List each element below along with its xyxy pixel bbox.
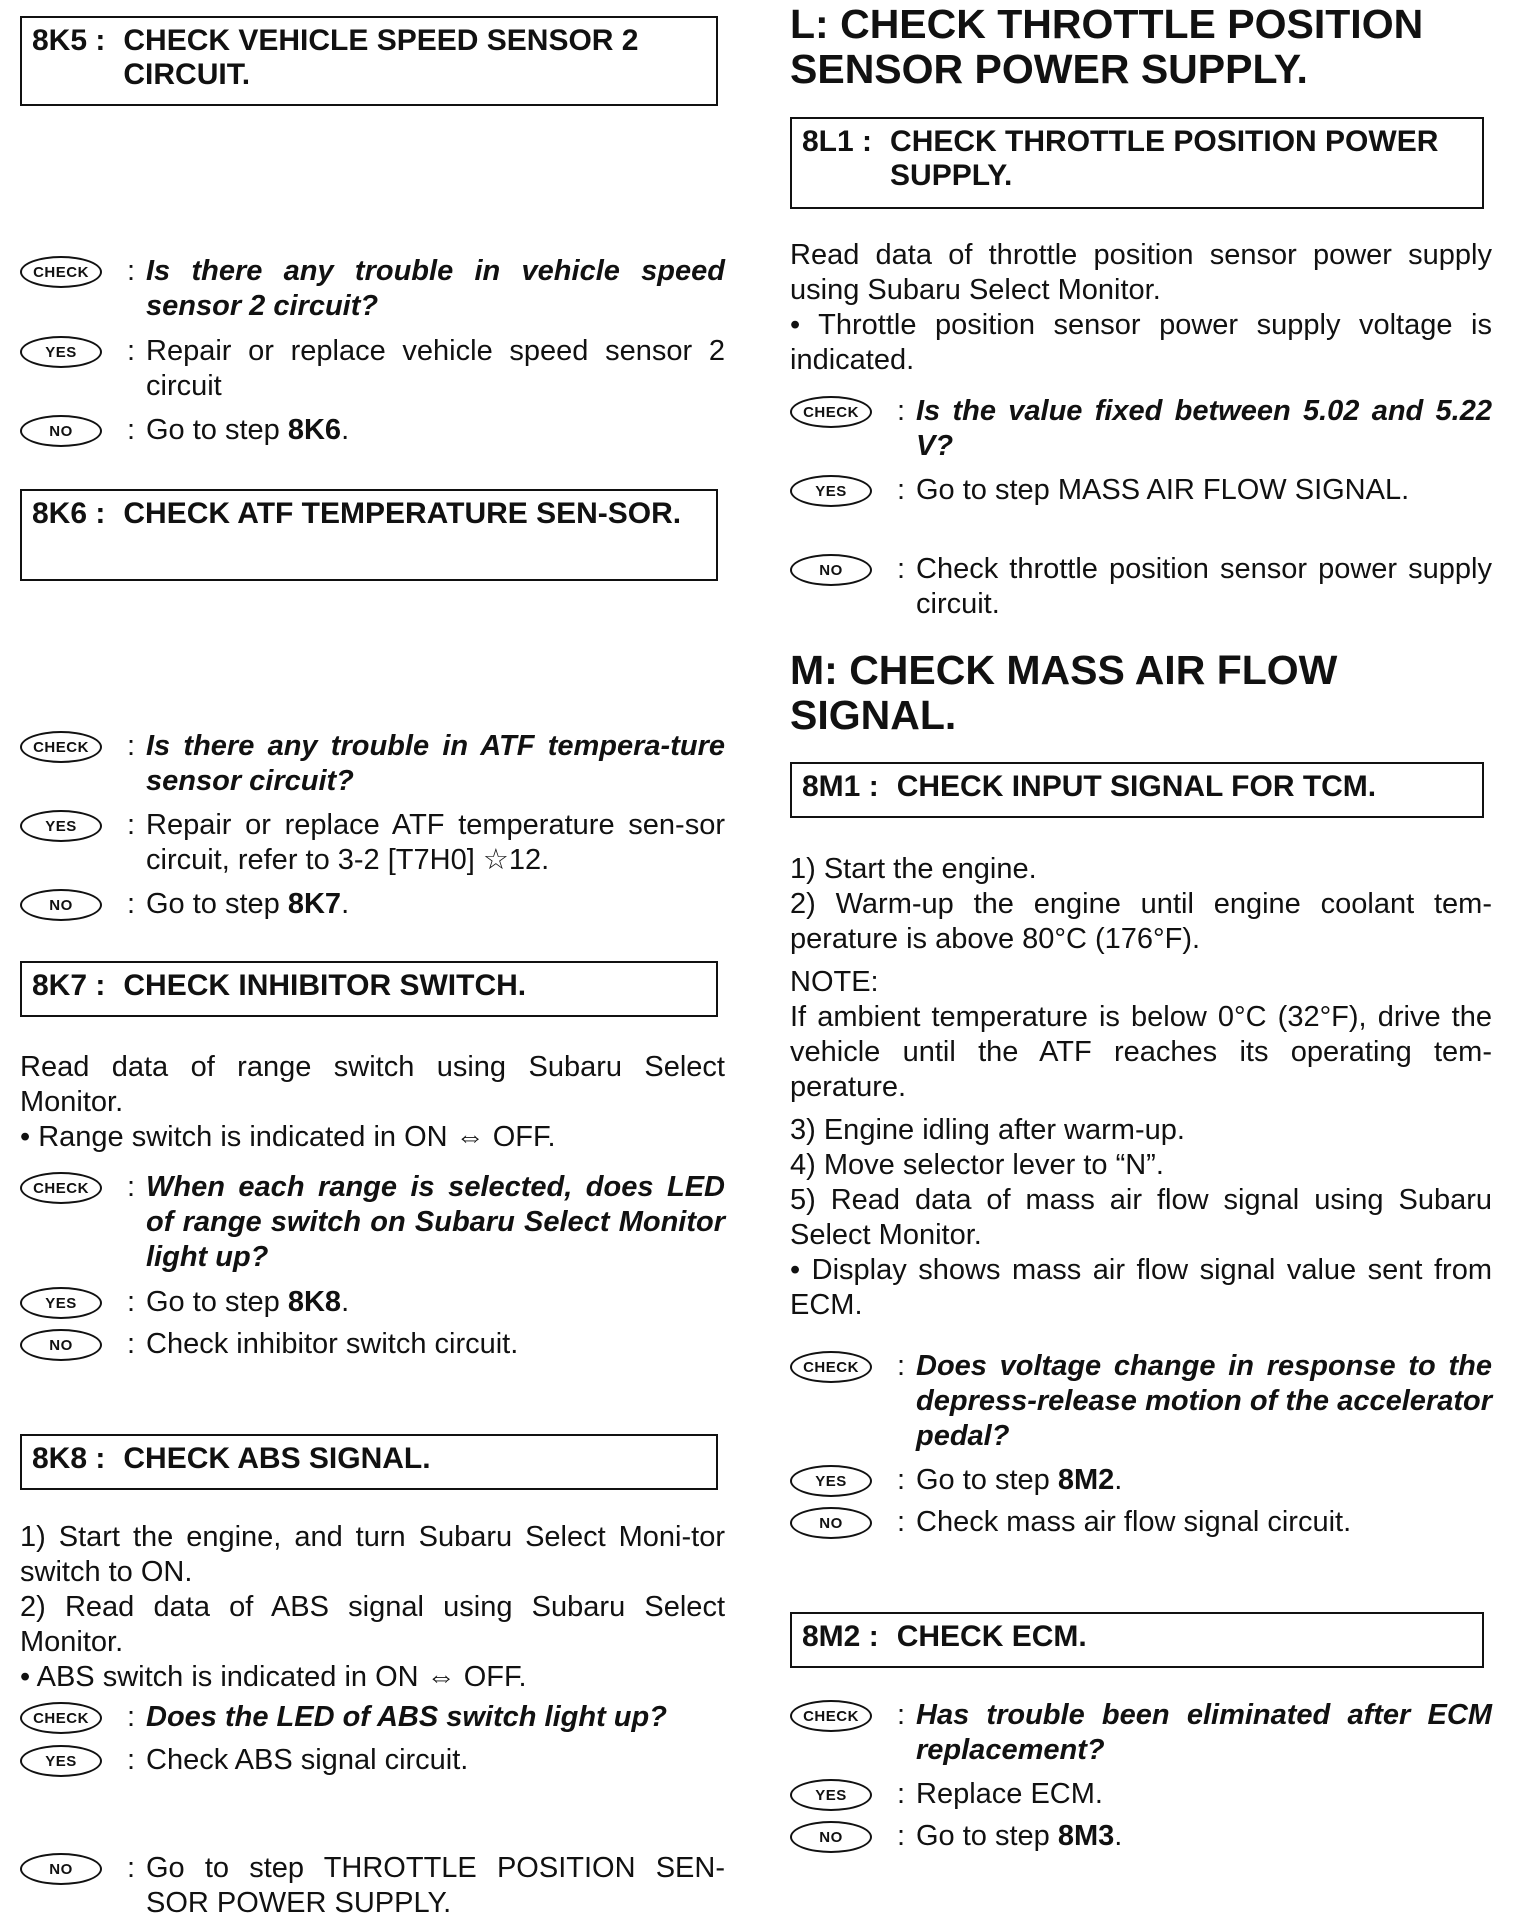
no-badge-icon: NO <box>790 554 872 586</box>
section-heading-m: M: CHECK MASS AIR FLOW SIGNAL. <box>790 647 1338 738</box>
yes-badge-icon: YES <box>20 810 102 842</box>
step-id: 8K8 : <box>32 1442 106 1475</box>
check-badge-icon: CHECK <box>790 1700 872 1732</box>
step-id: 8M2 : <box>802 1620 879 1653</box>
yes-row: YES : Replace ECM. <box>790 1777 1492 1812</box>
yes-badge-icon: YES <box>790 1779 872 1811</box>
step-8m1-box <box>790 762 1484 818</box>
yes-answer: Go to step 8K8. <box>146 1286 350 1318</box>
no-row: NO : Go to step 8K6. <box>20 413 725 448</box>
step-8k8-body: 1) Start the engine, and turn Subaru Select Moni-tor switch to ON. 2) Read data of ABS signal using Subaru Select Monitor. • ABS switch is indicated in ON ⇔ OFF. <box>20 1521 725 1693</box>
yes-answer: Go to step MASS AIR FLOW SIGNAL. <box>916 474 1410 506</box>
check-row: CHECK : Does the LED of ABS switch light up? <box>20 1700 725 1735</box>
yes-row: YES : Repair or replace ATF temperature sen-sor circuit, refer to 3-2 [T7H0] ☆12. <box>20 808 725 878</box>
section-heading-l: L: CHECK THROTTLE POSITION SENSOR POWER SUPPLY. <box>790 1 1424 92</box>
no-row: NO : Check mass air flow signal circuit. <box>790 1505 1492 1540</box>
no-answer: Go to step 8M3. <box>916 1820 1123 1852</box>
step-link: 8K8 <box>287 1286 342 1318</box>
check-question: Does the LED of ABS switch light up? <box>146 1701 667 1733</box>
step-link: 8M3 <box>1057 1820 1115 1852</box>
no-row: NO : Go to step THROTTLE POSITION SEN-SOR POWER SUPPLY. <box>20 1851 725 1921</box>
step-id: 8K6 : <box>32 497 106 530</box>
no-row: NO : Check throttle position sensor power supply circuit. <box>790 552 1492 622</box>
check-badge-icon: CHECK <box>790 1351 872 1383</box>
step-8k8-box <box>20 1434 718 1490</box>
yes-answer: Repair or replace vehicle speed sensor 2 circuit <box>146 335 725 402</box>
step-title: CHECK VEHICLE SPEED SENSOR 2 CIRCUIT. <box>123 24 639 91</box>
no-badge-icon: NO <box>20 1853 102 1885</box>
yes-answer: Check ABS signal circuit. <box>146 1744 469 1776</box>
yes-row: YES : Go to step 8K8. <box>20 1285 725 1320</box>
check-question: When each range is selected, does LED of range switch on Subaru Select Monitor light up? <box>146 1171 725 1273</box>
step-8m2-box <box>790 1612 1484 1668</box>
yes-row: YES : Repair or replace vehicle speed sensor 2 circuit <box>20 334 725 404</box>
check-row: CHECK : Has trouble been eliminated after ECM replacement? <box>790 1698 1492 1768</box>
step-link: 8M2 <box>1057 1464 1115 1496</box>
no-row: NO : Go to step 8M3. <box>790 1819 1492 1854</box>
step-title: CHECK THROTTLE POSITION POWER SUPPLY. <box>890 125 1439 192</box>
yes-badge-icon: YES <box>790 475 872 507</box>
no-badge-icon: NO <box>790 1507 872 1539</box>
step-8k6-box <box>20 489 718 581</box>
yes-answer: Repair or replace ATF temperature sen-sor circuit, refer to 3-2 [T7H0] ☆12. <box>146 809 725 876</box>
step-8m1-body: 1) Start the engine. 2) Warm-up the engine until engine coolant tem-perature is above 80°C (176°F). NOTE: If ambient temperature is below 0°C (32°F), drive the vehicle until the ATF reaches its operating tem-perature. 3) Engine idling after warm-up. 4) Move selector lever to “N”. 5) Read data of mass air flow signal using Subaru Select Monitor. • Display shows mass air flow signal value sent from ECM. <box>790 853 1492 1321</box>
yes-badge-icon: YES <box>790 1465 872 1497</box>
no-answer: Check throttle position sensor power supply circuit. <box>916 553 1492 620</box>
check-badge-icon: CHECK <box>20 731 102 763</box>
no-answer: Go to step THROTTLE POSITION SEN-SOR POWER SUPPLY. <box>146 1852 725 1919</box>
step-8l1-body: Read data of throttle position sensor power supply using Subaru Select Monitor. • Throttle position sensor power supply voltage is indicated. <box>790 239 1492 376</box>
step-title: CHECK ABS SIGNAL. <box>123 1442 431 1475</box>
yes-row: YES : Go to step MASS AIR FLOW SIGNAL. <box>790 473 1492 508</box>
no-answer: Check mass air flow signal circuit. <box>916 1506 1352 1538</box>
check-row: CHECK : Is the value fixed between 5.02 and 5.22 V? <box>790 394 1492 464</box>
check-question: Has trouble been eliminated after ECM replacement? <box>916 1699 1492 1766</box>
check-badge-icon: CHECK <box>20 1702 102 1734</box>
step-link: 8K7 <box>287 888 342 920</box>
step-title: CHECK INHIBITOR SWITCH. <box>123 969 527 1002</box>
no-row: NO : Check inhibitor switch circuit. <box>20 1327 725 1362</box>
yes-badge-icon: YES <box>20 336 102 368</box>
step-id: 8K5 : <box>32 24 106 57</box>
step-8k5-box <box>20 16 718 106</box>
check-badge-icon: CHECK <box>20 1172 102 1204</box>
check-row: CHECK : Does voltage change in response to the depress-release motion of the accelerator pedal? <box>790 1349 1492 1454</box>
no-row: NO : Go to step 8K7. <box>20 887 725 922</box>
check-badge-icon: CHECK <box>790 396 872 428</box>
check-row: CHECK : Is there any trouble in vehicle speed sensor 2 circuit? <box>20 254 725 324</box>
step-8k7-box <box>20 961 718 1017</box>
check-row: CHECK : When each range is selected, does LED of range switch on Subaru Select Monitor light up? <box>20 1170 725 1275</box>
step-id: 8K7 : <box>32 969 106 1002</box>
step-title: CHECK INPUT SIGNAL FOR TCM. <box>896 770 1377 803</box>
yes-badge-icon: YES <box>20 1745 102 1777</box>
yes-row: YES : Check ABS signal circuit. <box>20 1743 725 1778</box>
no-badge-icon: NO <box>790 1821 872 1853</box>
step-8l1-box <box>790 117 1484 209</box>
step-id: 8M1 : <box>802 770 879 803</box>
yes-answer: Replace ECM. <box>916 1778 1103 1810</box>
yes-answer: Go to step 8M2. <box>916 1464 1123 1496</box>
step-title: CHECK ECM. <box>896 1620 1087 1653</box>
no-answer: Check inhibitor switch circuit. <box>146 1328 519 1360</box>
no-answer: Go to step 8K6. <box>146 414 350 446</box>
step-title: CHECK ATF TEMPERATURE SEN-SOR. <box>123 497 682 530</box>
check-row: CHECK : Is there any trouble in ATF tempera-ture sensor circuit? <box>20 729 725 799</box>
check-question: Does voltage change in response to the depress-release motion of the accelerator pedal? <box>916 1350 1492 1452</box>
check-question: Is there any trouble in vehicle speed sensor 2 circuit? <box>146 255 725 322</box>
no-answer: Go to step 8K7. <box>146 888 350 920</box>
no-badge-icon: NO <box>20 1329 102 1361</box>
check-question: Is the value fixed between 5.02 and 5.22 V? <box>916 395 1492 462</box>
step-id: 8L1 : <box>802 125 873 158</box>
check-badge-icon: CHECK <box>20 256 102 288</box>
no-badge-icon: NO <box>20 889 102 921</box>
yes-row: YES : Go to step 8M2. <box>790 1463 1492 1498</box>
check-question: Is there any trouble in ATF tempera-ture sensor circuit? <box>146 730 725 797</box>
step-link: 8K6 <box>287 414 342 446</box>
yes-badge-icon: YES <box>20 1287 102 1319</box>
no-badge-icon: NO <box>20 415 102 447</box>
step-8k7-body: Read data of range switch using Subaru Select Monitor. • Range switch is indicated in ON ⇔ OFF. <box>20 1051 725 1153</box>
